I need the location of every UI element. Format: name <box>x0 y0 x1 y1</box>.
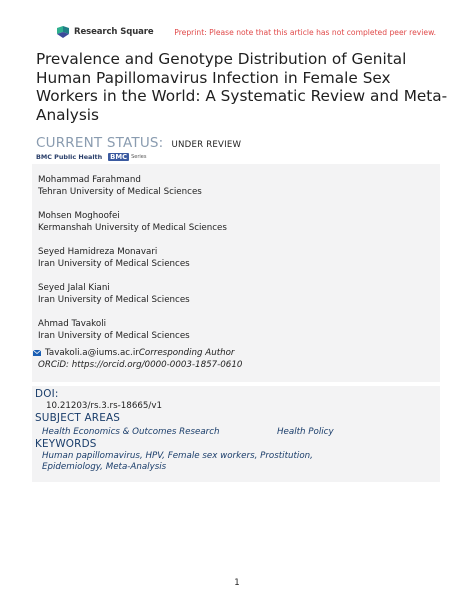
doi-label: DOI: <box>35 388 59 400</box>
research-square-logo-icon <box>56 26 70 38</box>
keywords-label: KEYWORDS <box>35 438 97 450</box>
author-name[interactable]: Seyed Jalal Kiani <box>38 283 110 293</box>
contact-email[interactable]: Tavakoli.a@iums.ac.ir <box>45 348 139 358</box>
subject-area-item[interactable]: Health Policy <box>277 427 334 437</box>
status-value: UNDER REVIEW <box>171 140 242 150</box>
author-item <box>38 246 190 270</box>
bmc-series-text: Series <box>131 154 147 160</box>
keywords-line-1: Human papillomavirus, HPV, Female sex workers, Prostitution, <box>42 451 313 461</box>
subject-areas-label: SUBJECT AREAS <box>35 412 121 424</box>
author-affiliation: Tehran University of Medical Sciences <box>38 187 202 197</box>
logo-text: Research Square <box>74 27 154 37</box>
current-status <box>36 132 241 151</box>
author-item <box>38 174 202 198</box>
corresponding-contact <box>33 347 242 371</box>
author-item <box>38 282 190 306</box>
subject-area-item[interactable]: Health Economics & Outcomes Research <box>42 427 220 437</box>
header <box>56 26 436 42</box>
author-affiliation: Kermanshah University of Medical Sciences <box>38 223 227 233</box>
author-item <box>38 318 190 342</box>
status-label: CURRENT STATUS: <box>36 135 164 151</box>
orcid-link[interactable]: ORCiD: https://orcid.org/0000-0003-1857-0610 <box>38 360 243 370</box>
bmc-series-logo[interactable] <box>108 153 146 161</box>
doi-value[interactable]: 10.21203/rs.3.rs-18665/v1 <box>46 401 162 411</box>
journal-logos <box>36 153 146 161</box>
mail-icon <box>33 350 41 356</box>
corresponding-author-label: Corresponding Author <box>138 348 235 358</box>
preprint-notice: Preprint: Please note that this article has not completed peer review. <box>174 28 436 37</box>
research-square-logo[interactable] <box>56 26 154 38</box>
author-name[interactable]: Mohammad Farahmand <box>38 175 141 185</box>
journal-bmc-public-health[interactable]: BMC Public Health <box>36 153 103 161</box>
author-item <box>38 210 227 234</box>
author-affiliation: Iran University of Medical Sciences <box>38 295 190 305</box>
author-affiliation: Iran University of Medical Sciences <box>38 331 190 341</box>
author-name[interactable]: Mohsen Moghoofei <box>38 211 120 221</box>
author-name[interactable]: Ahmad Tavakoli <box>38 319 107 329</box>
keywords-line-2: Epidemiology, Meta-Analysis <box>42 462 167 472</box>
paper-title: Prevalence and Genotype Distribution of Genital Human Papillomavirus Infection in Female Sex Workers in the World: A Systematic Review and Meta-Analysis <box>36 50 448 124</box>
bmc-mark: BMC <box>110 153 128 161</box>
page-number: 1 <box>234 578 240 588</box>
author-name[interactable]: Seyed Hamidreza Monavari <box>38 247 158 257</box>
metadata-panel <box>32 386 440 482</box>
author-affiliation: Iran University of Medical Sciences <box>38 259 190 269</box>
